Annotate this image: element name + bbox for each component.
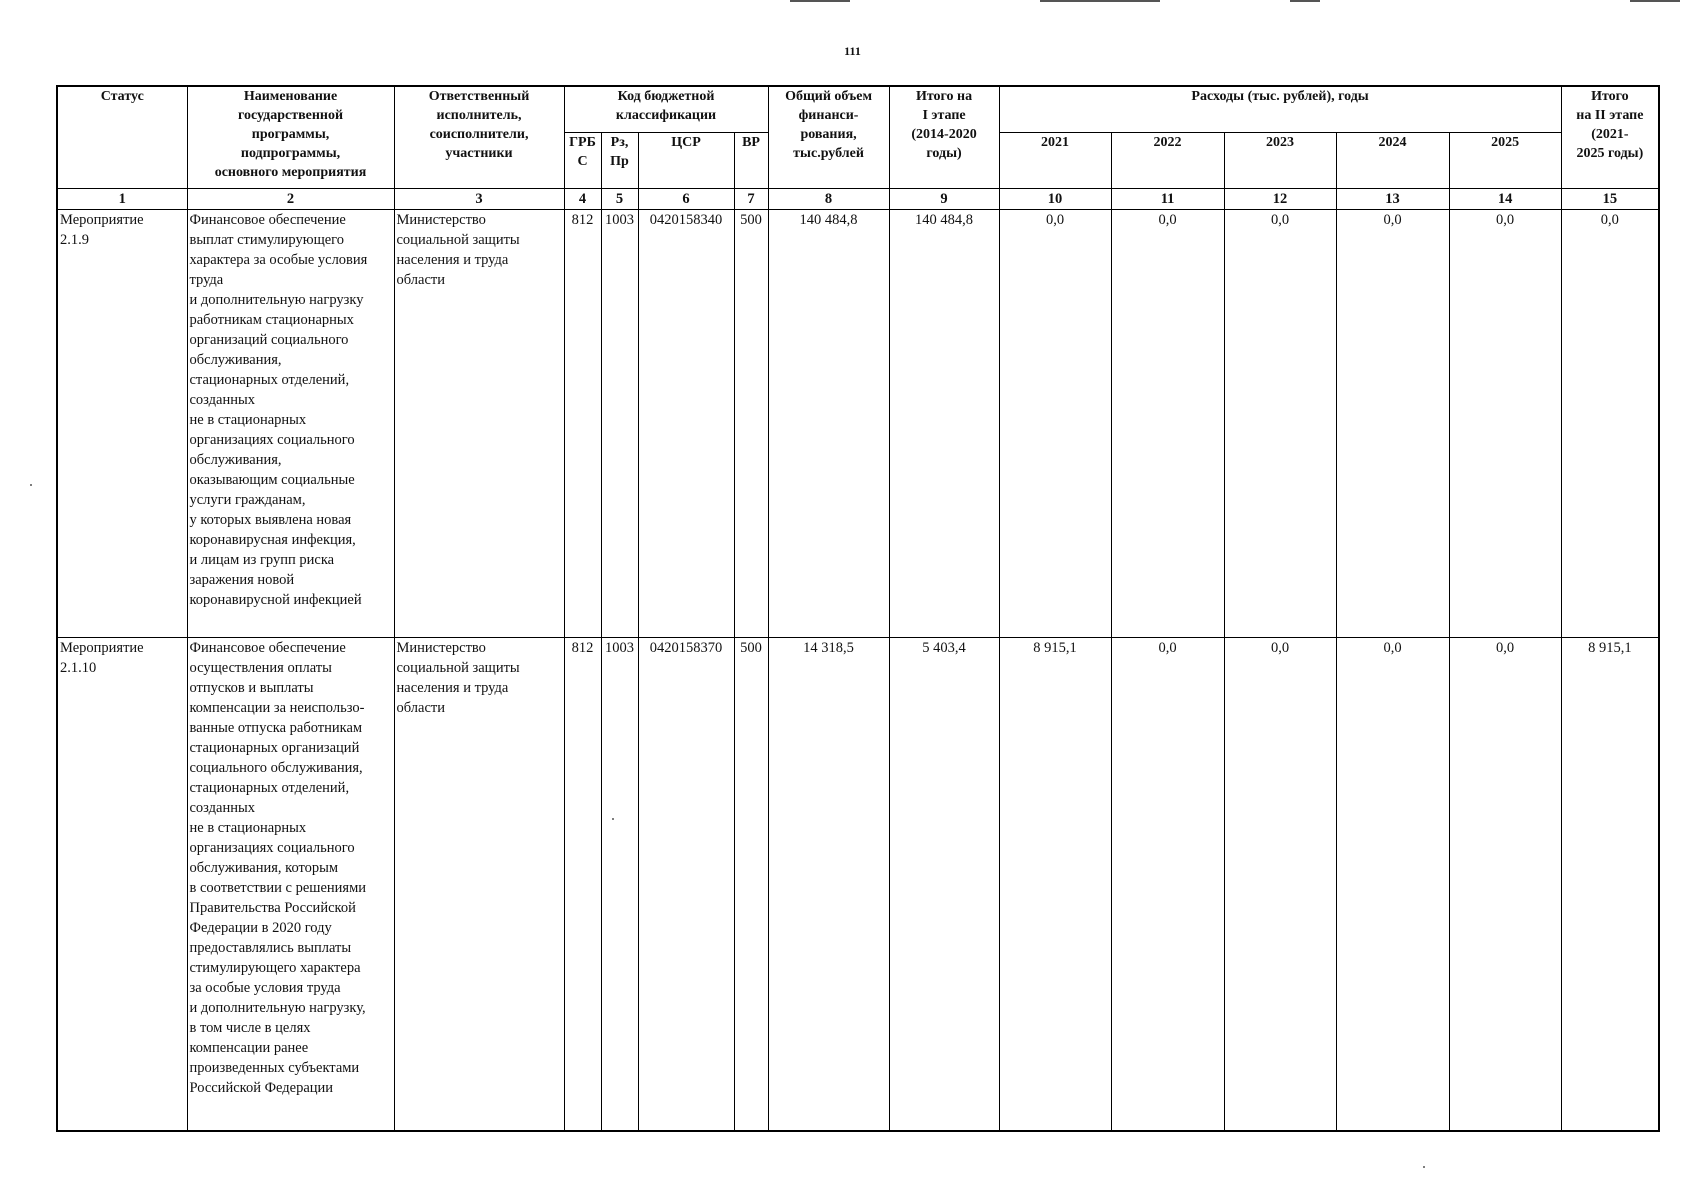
row-year-2022: 0,0 xyxy=(1111,209,1224,637)
row-status: Мероприятие 2.1.9 xyxy=(57,209,187,637)
header-rz-pr: Рз, Пр xyxy=(601,132,638,188)
page-number: 111 xyxy=(844,44,861,58)
row-program-name: Финансовое обеспечение выплат стимулирующего характера за особые условия труда и дополнительную нагрузку работникам стационарных организаций социального обслуживания, стационарных отделений, созданных не в стационарных организациях социального обслуживания, оказывающим социальные услуги гражданам, у которых выявлена новая коронавирусная инфекция, и лицам из групп риска заражения новой коронавирусной инфекцией xyxy=(187,209,394,637)
header-year-2022: 2022 xyxy=(1111,132,1224,188)
row-csr: 0420158340 xyxy=(638,209,734,637)
row-vr: 500 xyxy=(734,637,768,1131)
column-number: 8 xyxy=(768,188,889,209)
row-year-2025: 0,0 xyxy=(1449,637,1561,1131)
header-year-2023: 2023 xyxy=(1224,132,1336,188)
scan-edge-mark xyxy=(790,0,850,2)
row-total-funding: 140 484,8 xyxy=(768,209,889,637)
row-stage-2-total: 0,0 xyxy=(1561,209,1659,637)
scan-speck xyxy=(612,818,614,820)
header-expenses: Расходы (тыс. рублей), годы xyxy=(999,86,1561,132)
column-number: 4 xyxy=(564,188,601,209)
row-total-funding: 14 318,5 xyxy=(768,637,889,1131)
header-year-2021: 2021 xyxy=(999,132,1111,188)
column-number: 13 xyxy=(1336,188,1449,209)
budget-table xyxy=(56,85,1660,1132)
row-executor: Министерство социальной защиты населения и труда области xyxy=(394,637,564,1131)
row-year-2024: 0,0 xyxy=(1336,637,1449,1131)
header-program-name: Наименование государственной программы, подпрограммы, основного мероприятия xyxy=(187,86,394,188)
row-year-2021: 8 915,1 xyxy=(999,637,1111,1131)
scan-speck xyxy=(30,484,32,486)
row-stage-2-total: 8 915,1 xyxy=(1561,637,1659,1131)
row-stage-1-total: 5 403,4 xyxy=(889,637,999,1131)
row-grbs: 812 xyxy=(564,209,601,637)
header-stage-1-total: Итого на I этапе (2014-2020 годы) xyxy=(889,86,999,188)
row-rz-pr: 1003 xyxy=(601,637,638,1131)
header-total-funding: Общий объем финанси- рования, тыс.рублей xyxy=(768,86,889,188)
column-number: 2 xyxy=(187,188,394,209)
column-number: 7 xyxy=(734,188,768,209)
header-budget-code: Код бюджетной классификации xyxy=(564,86,768,132)
header-executor: Ответственный исполнитель, соисполнители, участники xyxy=(394,86,564,188)
column-number: 5 xyxy=(601,188,638,209)
row-status: Мероприятие 2.1.10 xyxy=(57,637,187,1131)
header-grbs: ГРБ С xyxy=(564,132,601,188)
row-year-2021: 0,0 xyxy=(999,209,1111,637)
table-row xyxy=(57,637,1659,1131)
column-number: 1 xyxy=(57,188,187,209)
row-grbs: 812 xyxy=(564,637,601,1131)
row-rz-pr: 1003 xyxy=(601,209,638,637)
column-number: 11 xyxy=(1111,188,1224,209)
header-csr: ЦСР xyxy=(638,132,734,188)
header-vr: ВР xyxy=(734,132,768,188)
column-number: 14 xyxy=(1449,188,1561,209)
scan-edge-mark xyxy=(1630,0,1680,2)
column-number: 15 xyxy=(1561,188,1659,209)
column-number: 10 xyxy=(999,188,1111,209)
scan-edge-mark xyxy=(1290,0,1320,2)
header-year-2025: 2025 xyxy=(1449,132,1561,188)
table-row xyxy=(57,209,1659,637)
row-vr: 500 xyxy=(734,209,768,637)
row-program-name: Финансовое обеспечение осуществления оплаты отпусков и выплаты компенсации за неиспользо- ванные отпуска работникам стационарных организаций социального обслуживания, стационарных отделений, созданных не в стационарных организациях социального обслуживания, которым в соответствии с решениями Правительства Российской Федерации в 2020 году предоставлялись выплаты стимулирующего характера за особые условия труда и дополнительную нагрузку, в том числе в целях компенсации ранее произведенных субъектами Российской Федерации xyxy=(187,637,394,1131)
row-executor: Министерство социальной защиты населения и труда области xyxy=(394,209,564,637)
header-stage-2-total: Итого на II этапе (2021- 2025 годы) xyxy=(1561,86,1659,188)
row-csr: 0420158370 xyxy=(638,637,734,1131)
row-year-2023: 0,0 xyxy=(1224,209,1336,637)
row-stage-1-total: 140 484,8 xyxy=(889,209,999,637)
row-year-2022: 0,0 xyxy=(1111,637,1224,1131)
column-number: 6 xyxy=(638,188,734,209)
row-year-2025: 0,0 xyxy=(1449,209,1561,637)
row-year-2023: 0,0 xyxy=(1224,637,1336,1131)
header-year-2024: 2024 xyxy=(1336,132,1449,188)
column-number: 12 xyxy=(1224,188,1336,209)
header-status: Статус xyxy=(57,86,187,188)
column-number-row xyxy=(57,188,1659,209)
scan-speck xyxy=(1423,1166,1425,1168)
scan-edge-mark xyxy=(1040,0,1160,2)
row-year-2024: 0,0 xyxy=(1336,209,1449,637)
column-number: 9 xyxy=(889,188,999,209)
column-number: 3 xyxy=(394,188,564,209)
